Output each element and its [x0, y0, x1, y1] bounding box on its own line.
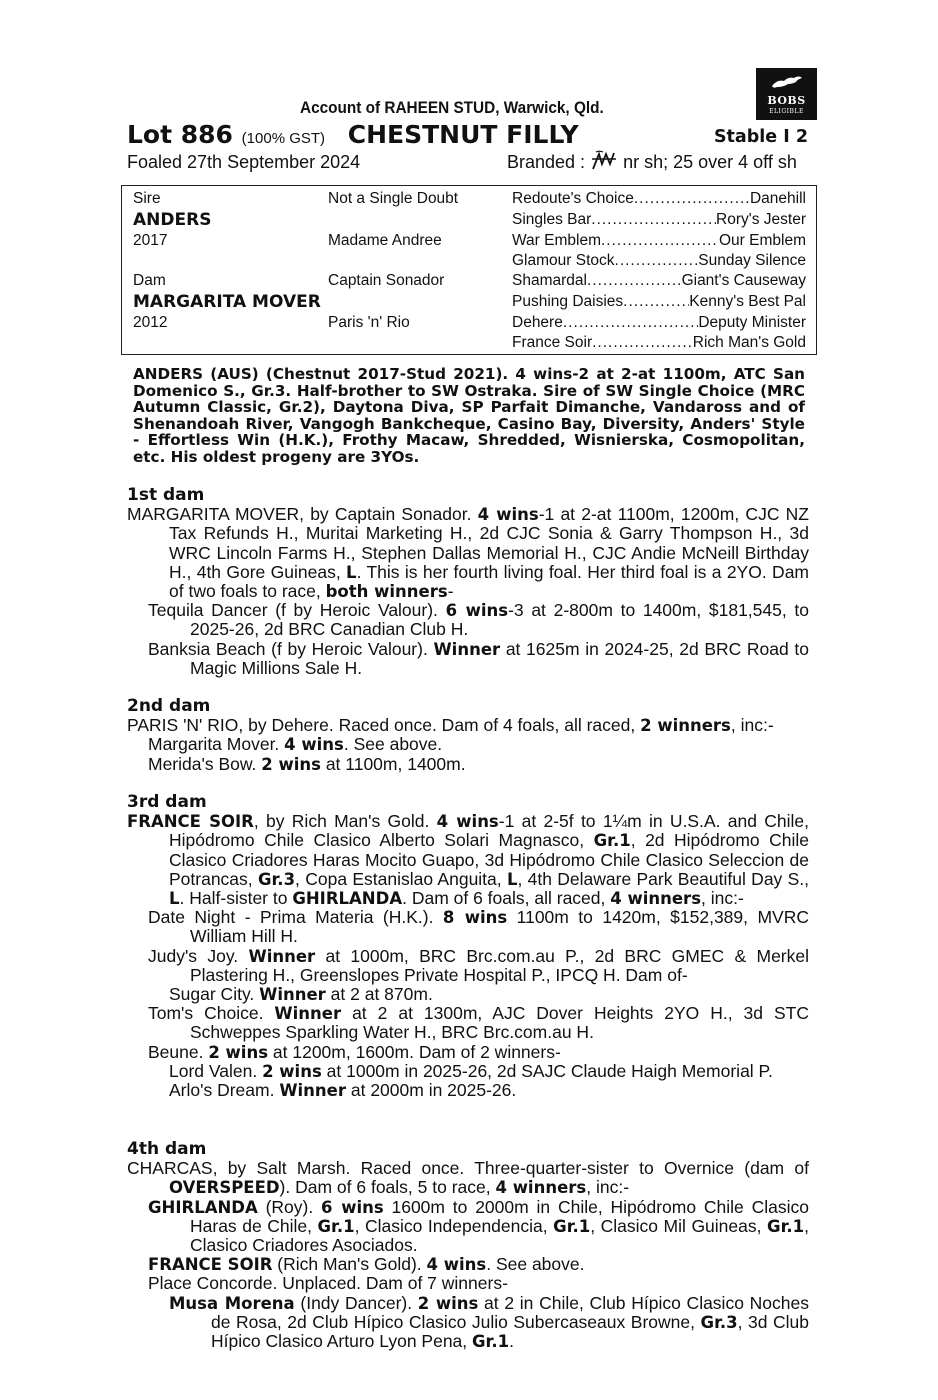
bold-text: Gr.1 — [767, 1216, 805, 1236]
pedigree-table — [121, 185, 817, 355]
text-span: , 3d Club Hípico Clasico Arturo Lyon Pena, — [211, 1311, 810, 1352]
brand-info — [507, 150, 797, 177]
text-span: at 1000m, BRC Brc.com.au P., 2d BRC GMEC & Merkel Plastering H., Greenslopes Private Hospital P., IPCQ H. Dam of- — [190, 945, 810, 985]
grandparent-row: Shamardal ..... Giant's Causeway — [512, 272, 806, 290]
text-span: , 2d Hipódromo Chile Clasico Criadores Haras Mocito Guapo, 3d Hipódromo Chile Clasico Seleccion de Potrancas, — [169, 830, 809, 889]
bold-text: Gr.3 — [257, 869, 296, 889]
bold-text: 6 wins — [321, 1197, 384, 1217]
bold-text: 2 winners — [640, 716, 731, 736]
bold-text: 4 winners — [610, 889, 702, 909]
bold-text: FRANCE SOIR — [148, 1255, 273, 1275]
bold-text: 4 wins — [477, 505, 539, 525]
progeny-paragraph — [127, 640, 809, 678]
bold-text: L — [346, 562, 357, 582]
section-heading: 1st dam — [127, 485, 205, 505]
grandparent-row: War Emblem ..... Our Emblem — [512, 232, 806, 250]
progeny-paragraph — [127, 1081, 809, 1100]
text-span: , inc:- — [730, 715, 774, 736]
bold-text: 4 wins — [436, 812, 499, 832]
second-dam-section — [127, 697, 809, 774]
sire-description: ANDERS (AUS) (Chestnut 2017-Stud 2021). 4 wins-2 at 2-at 1100m, ATC San Domenico S., Gr.3. Half-brother to SW Ostraka. Sire of SW Single Choice (MRC Autumn Classic, Gr.2), Daytona Diva, SP Parfait Dimanche, Vandaross and of Shenandoah River, Vangogh Bankcheque, Casino Bay, Diversity, Anders' Style - Effortless Win (H.K.), Frothy Macaw, Shredded, Wisnierska, Cosmopolitan, etc. His oldest progeny are 3YOs. — [133, 365, 805, 466]
text-span: at 2 in Chile, Club Hípico Clasico Noches de Rosa, 2d Club Hípico Clasico Julio Subercaseaux Browne, — [211, 1292, 809, 1332]
sire-label: Sire — [133, 190, 161, 207]
dam-label: Dam — [133, 272, 166, 289]
bold-text: Musa Morena — [169, 1293, 295, 1313]
bold-text: 4 winners — [495, 1178, 587, 1198]
text-span: at 2000m in 2025-26. — [346, 1080, 517, 1101]
bold-text: 2 wins — [261, 754, 321, 774]
text-span: Tom's Choice. — [148, 1003, 275, 1024]
text-span: . See above. — [343, 734, 443, 755]
text-span: ). Dam of 6 foals, 5 to race, — [279, 1177, 496, 1198]
grandparent-row: France Soir ..... Rich Man's Gold — [512, 334, 806, 352]
text-span: , Clasico Criadores Asociados. — [190, 1215, 809, 1256]
text-span: Arlo's Dream. — [169, 1080, 280, 1101]
text-span: -1 at 2-5f to 1¼m in U.S.A. and Chile, Hipódromo Chile Clasico Alberto Solari Magnasco, — [169, 811, 810, 851]
sire-name: ANDERS — [133, 210, 212, 230]
section-heading: 2nd dam — [127, 696, 211, 716]
dam-name: MARGARITA MOVER — [133, 292, 321, 312]
bold-text: Winner — [279, 1081, 346, 1101]
text-span: Tequila Dancer (f by Heroic Valour). — [148, 600, 446, 621]
lot-number: Lot 886 — [127, 120, 233, 149]
section-heading: 3rd dam — [127, 792, 207, 812]
sire-dam: Madame Andree — [328, 232, 442, 249]
grandparent-row: Redoute's Choice ..... Danehill — [512, 190, 806, 208]
lot-title — [127, 120, 579, 149]
bold-text: Gr.1 — [317, 1216, 355, 1236]
text-span: , inc:- — [701, 888, 744, 909]
bold-text: 4 wins — [426, 1255, 487, 1275]
bold-text: Gr.1 — [593, 831, 631, 851]
text-span: - — [447, 581, 454, 602]
bold-text: Winner — [433, 639, 501, 659]
stable-number: Stable I 2 — [713, 127, 808, 147]
progeny-paragraph — [127, 1294, 809, 1352]
bold-text: 2 wins — [417, 1293, 479, 1313]
text-span: , 4th Delaware Park Beautiful Day S., — [517, 868, 809, 889]
text-span: 1600m to 2000m in Chile, Hipódromo Chile Clasico Haras de Chile, — [190, 1196, 809, 1236]
text-span: at 1000m in 2025-26, 2d SAJC Claude Haigh Memorial P. — [321, 1060, 773, 1081]
brand-mark-icon — [590, 150, 618, 177]
bold-text: GHIRLANDA — [292, 889, 403, 909]
progeny-paragraph — [127, 1198, 809, 1256]
sire-sire: Not a Single Doubt — [328, 190, 459, 207]
text-span: (Indy Dancer). — [294, 1292, 418, 1313]
bold-text: Gr.1 — [472, 1332, 510, 1352]
bold-text: Winner — [259, 985, 326, 1005]
text-span: 1100m to 1420m, $152,389, MVRC William Hill H. — [190, 907, 809, 947]
progeny-paragraph — [127, 1159, 809, 1197]
text-span: Date Night - Prima Materia (H.K.). — [148, 907, 443, 928]
bold-text: Winner — [248, 946, 316, 966]
bold-text: Gr.1 — [553, 1216, 591, 1236]
text-span: at 1625m in 2024-25, 2d BRC Road to Magic Millions Sale H. — [190, 638, 809, 678]
bold-text: L — [169, 889, 180, 909]
grandparent-row: Dehere ..... Deputy Minister — [512, 314, 806, 332]
grandparent-row: Pushing Daisies ..... Kenny's Best Pal — [512, 293, 806, 311]
text-span: , Clasico Independencia, — [354, 1215, 554, 1236]
progeny-paragraph — [127, 601, 809, 639]
bobs-eligible-logo — [756, 68, 817, 120]
progeny-paragraph — [127, 1274, 809, 1293]
progeny-paragraph — [127, 985, 809, 1004]
dam-year: 2012 — [133, 314, 168, 331]
text-span: (Roy). — [257, 1196, 322, 1217]
progeny-paragraph — [127, 755, 809, 774]
progeny-paragraph — [127, 812, 809, 908]
progeny-paragraph — [127, 908, 809, 946]
text-span: Margarita Mover. — [148, 734, 285, 755]
text-span: Banksia Beach (f by Heroic Valour). — [148, 638, 434, 659]
bold-text: Winner — [274, 1004, 342, 1024]
branded-label: Branded : — [507, 152, 586, 172]
progeny-paragraph — [127, 1043, 809, 1062]
text-span: , inc:- — [586, 1177, 630, 1198]
bold-text: FRANCE SOIR — [127, 812, 254, 832]
bold-text: OVERSPEED — [169, 1178, 280, 1198]
text-span: . This is her fourth living foal. Her third foal is a 2YO. Dam of two foals to race, — [169, 561, 809, 602]
grandparent-row: Glamour Stock ..... Sunday Silence — [512, 252, 806, 270]
gst-note: (100% GST) — [241, 130, 326, 147]
sire-year: 2017 — [133, 232, 168, 249]
text-span: , by Rich Man's Gold. — [253, 811, 437, 832]
text-span: Lord Valen. — [169, 1060, 263, 1081]
text-span: at 2 at 870m. — [325, 984, 433, 1005]
fourth-dam-section — [127, 1140, 809, 1351]
text-span: . See above. — [486, 1254, 585, 1275]
racehorse-icon — [770, 72, 804, 92]
foaled-date: Foaled 27th September 2024 — [127, 152, 361, 172]
bold-text: 4 wins — [284, 735, 344, 755]
progeny-paragraph — [127, 1255, 809, 1274]
text-span: at 2 at 1300m, AJC Dover Heights 2YO H., 3d STC Schweppes Sparkling Water H., BRC Brc.com.au H. — [190, 1003, 809, 1043]
text-span: (Rich Man's Gold). — [272, 1254, 427, 1275]
text-span: , Copa Estanislao Anguita, — [295, 868, 507, 889]
text-span: -1 at 2-at 1100m, 1200m, CJC NZ Tax Refunds H., Muritai Marketing H., 2d CJC Sonia & Garry Thompson H., 3d WRC Lincoln Farms H., Stephen Dallas Memorial H., CJC Andie McNeill Birthday H., 4th Gore Guineas, — [169, 504, 809, 582]
text-span: CHARCAS, by Salt Marsh. Raced once. Three-quarter-sister to Overnice (dam of — [127, 1158, 809, 1179]
bold-text: 2 wins — [208, 1042, 269, 1062]
bold-text: 8 wins — [442, 908, 508, 928]
text-span: Sugar City. — [169, 984, 260, 1005]
text-span: MARGARITA MOVER, by Captain Sonador. — [127, 504, 478, 525]
progeny-paragraph — [127, 735, 809, 754]
progeny-paragraph — [127, 716, 809, 735]
dam-dam: Paris 'n' Rio — [328, 314, 410, 331]
text-span: -3 at 2-800m to 1400m, $181,545, to 2025-26, 2d BRC Canadian Club H. — [190, 600, 809, 640]
bold-text: 2 wins — [262, 1061, 322, 1081]
bold-text: Gr.3 — [700, 1312, 738, 1332]
first-dam-section — [127, 486, 809, 678]
text-span: . Half-sister to — [179, 888, 293, 909]
vendor-account: Account of RAHEEN STUD, Warwick, Qld. — [300, 99, 604, 117]
progeny-paragraph — [127, 947, 809, 985]
progeny-paragraph — [127, 505, 809, 601]
text-span: Beune. — [148, 1041, 209, 1062]
progeny-paragraph — [127, 1062, 809, 1081]
logo-subtext: ELIGIBLE — [769, 108, 804, 115]
branded-text: nr sh; 25 over 4 off sh — [623, 152, 797, 172]
third-dam-section — [127, 793, 809, 1100]
grandparent-row: Singles Bar ..... Rory's Jester — [512, 211, 806, 229]
text-span: , Clasico Mil Guineas, — [590, 1215, 768, 1236]
bold-text: L — [506, 869, 518, 889]
text-span: PARIS 'N' RIO, by Dehere. Raced once. Dam of 4 foals, all raced, — [127, 715, 641, 736]
text-span: Merida's Bow. — [148, 753, 262, 774]
text-span: . — [509, 1331, 514, 1352]
text-span: at 1200m, 1600m. Dam of 2 winners- — [268, 1041, 561, 1062]
logo-text: BOBS — [767, 94, 806, 107]
lot-sex: CHESTNUT FILLY — [347, 120, 579, 149]
text-span: Judy's Joy. — [148, 945, 249, 966]
bold-text: GHIRLANDA — [148, 1197, 258, 1217]
progeny-paragraph — [127, 1004, 809, 1042]
section-heading: 4th dam — [127, 1139, 207, 1159]
text-span: at 1100m, 1400m. — [320, 753, 466, 774]
text-span: Place Concorde. Unplaced. Dam of 7 winners- — [148, 1273, 508, 1294]
bold-text: 6 wins — [445, 601, 509, 621]
text-span: . Dam of 6 foals, all raced, — [402, 888, 611, 909]
bold-text: both winners — [325, 582, 448, 602]
dam-sire: Captain Sonador — [328, 272, 445, 289]
